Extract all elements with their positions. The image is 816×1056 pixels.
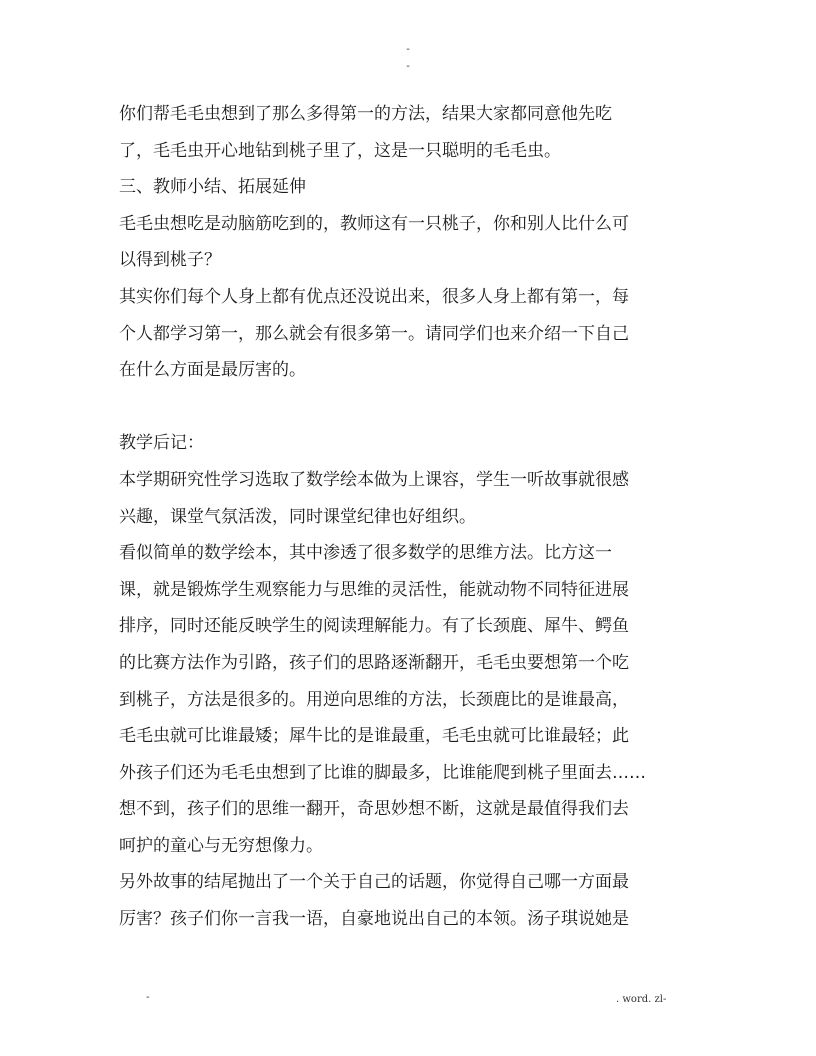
text-line: 以得到桃子？ [119, 250, 221, 271]
text-line: 另外故事的结尾抛出了一个关于自己的话题，你觉得自己哪一方面最 [119, 872, 629, 893]
text-line: 本学期研究性学习选取了数学绘本做为上课容，学生一听故事就很感 [119, 469, 629, 490]
section-heading: 教学后记： [119, 433, 204, 454]
footer-left-mark: - [146, 992, 150, 1003]
text-line: 毛毛虫就可比谁最矮；犀牛比的是谁最重，毛毛虫就可比谁最轻；此 [119, 726, 629, 747]
header-mark-bottom: - [406, 61, 410, 72]
header-mark-top: - [406, 44, 410, 55]
text-line: 厉害？孩子们你一言我一语，自豪地说出自己的本领。汤子琪说她是 [119, 909, 629, 930]
text-line: 了，毛毛虫开心地钻到桃子里了，这是一只聪明的毛毛虫。 [119, 140, 561, 161]
text-line: 在什么方面是最厉害的。 [119, 360, 306, 381]
text-line: 个人都学习第一，那么就会有很多第一。请同学们也来介绍一下自己 [119, 323, 629, 344]
text-line: 到桃子，方法是很多的。用逆向思维的方法，长颈鹿比的是谁最高， [119, 689, 629, 710]
text-line: 的比赛方法作为引路，孩子们的思路逐渐翻开，毛毛虫要想第一个吃 [119, 652, 629, 673]
text-line: 课，就是锻炼学生观察能力与思维的灵活性，能就动物不同特征进展 [119, 579, 629, 600]
section-heading: 三、教师小结、拓展延伸 [119, 177, 306, 198]
document-body [119, 96, 699, 938]
text-line: 兴趣，课堂气氛活泼，同时课堂纪律也好组织。 [119, 506, 476, 527]
text-line: 想不到，孩子们的思维一翻开，奇思妙想不断，这就是最值得我们去 [119, 799, 629, 820]
text-line: 排序，同时还能反映学生的阅读理解能力。有了长颈鹿、犀牛、鳄鱼 [119, 616, 629, 637]
blank-line [119, 389, 699, 426]
text-line: 毛毛虫想吃是动脑筋吃到的，教师这有一只桃子，你和别人比什么可 [119, 213, 629, 234]
text-line: 其实你们每个人身上都有优点还没说出来，很多人身上都有第一，每 [119, 286, 629, 307]
text-line: 看似简单的数学绘本，其中渗透了很多数学的思维方法。比方这一 [119, 543, 612, 564]
text-line: 你们帮毛毛虫想到了那么多得第一的方法，结果大家都同意他先吃 [119, 104, 612, 124]
text-line: 呵护的童心与无穷想像力。 [119, 835, 323, 856]
text-line: 外孩子们还为毛毛虫想到了比谁的脚最多，比谁能爬到桃子里面去…… [119, 762, 646, 783]
footer-right-mark: . word. zl- [616, 994, 667, 1005]
